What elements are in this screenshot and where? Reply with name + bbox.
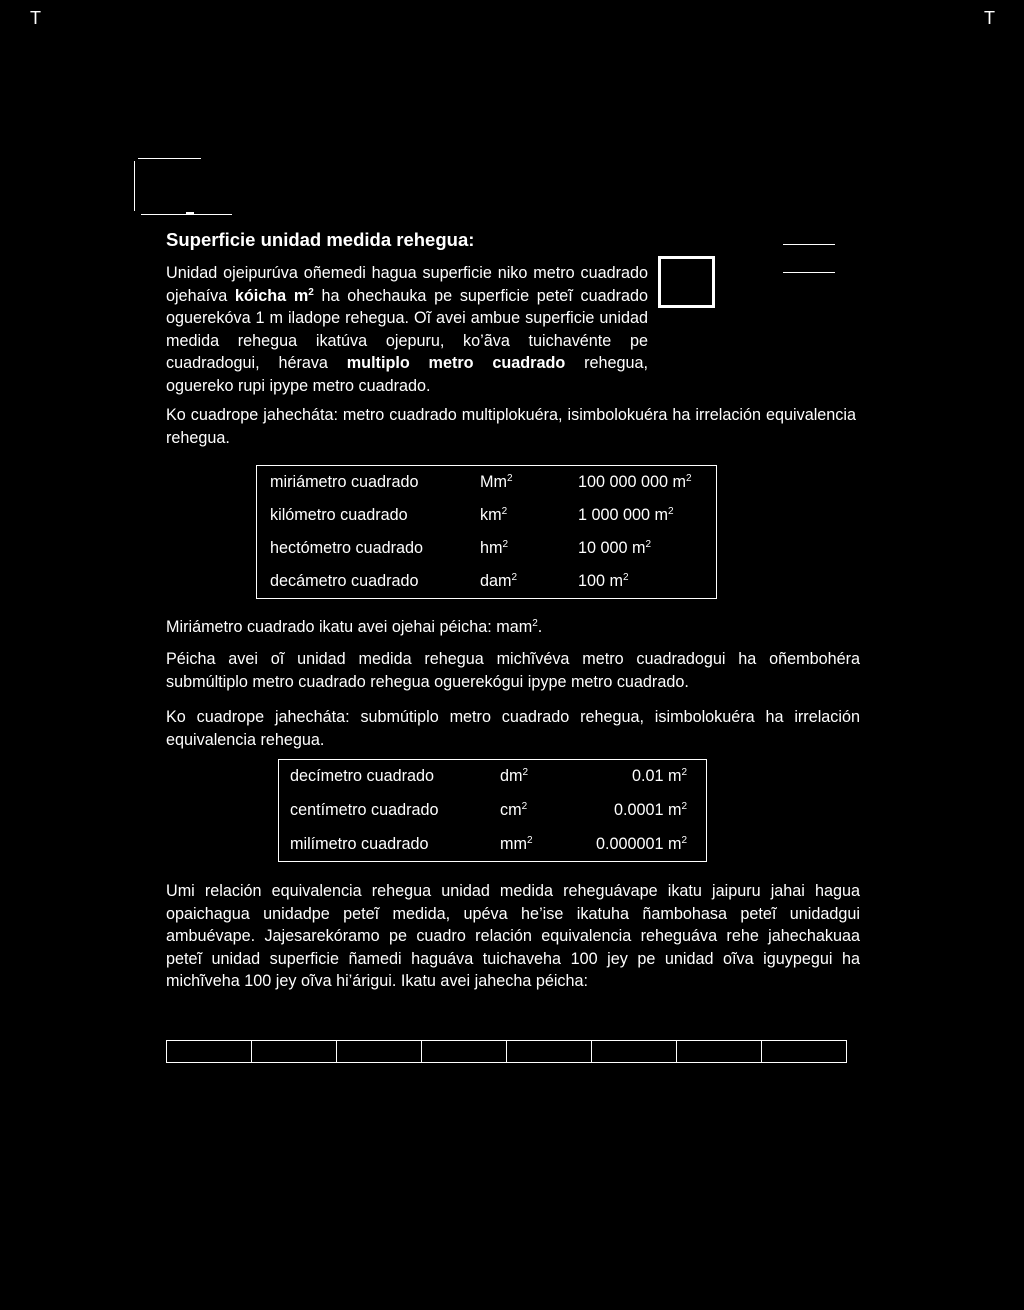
frame-left-line xyxy=(134,161,135,211)
unit-symbol-exponent: 2 xyxy=(506,473,513,484)
unit-ladder-strip xyxy=(166,1040,847,1063)
corner-mark-left: T xyxy=(30,8,41,28)
unit-name: miriámetro cuadrado xyxy=(270,473,419,491)
intro-exponent: 2 xyxy=(308,286,314,298)
unit-name: decámetro cuadrado xyxy=(270,571,419,590)
table-row xyxy=(279,794,707,828)
unit-equivalence-text: 10 000 m xyxy=(578,538,646,557)
table-row xyxy=(257,499,717,532)
unit-symbol xyxy=(480,466,578,500)
unit-symbol xyxy=(500,827,589,861)
table-row xyxy=(279,760,707,794)
unit-symbol-text: Mm xyxy=(480,473,507,491)
multiples-table xyxy=(256,465,717,599)
frame-bottom-line xyxy=(141,214,232,215)
note-text: Miriámetro cuadrado ikatu avei ojehai péicha: mam xyxy=(166,618,533,636)
unit-equivalence xyxy=(578,466,717,500)
unit-equivalence xyxy=(589,827,707,861)
unit-symbol xyxy=(500,794,589,828)
unit-equivalence-text: 0.0001 m xyxy=(613,800,682,819)
unit-symbol xyxy=(480,565,578,599)
corner-mark-right: T xyxy=(984,8,995,28)
unit-name: centímetro cuadrado xyxy=(290,800,439,819)
intro-paragraph xyxy=(166,262,648,398)
multiples-intro-paragraph: Ko cuadrope jahecháta: metro cuadrado multiplokuéra, isimbolokuéra ha irrelación equivalencia rehegua. xyxy=(166,406,856,447)
unit-symbol-exponent: 2 xyxy=(511,571,518,583)
unit-symbol xyxy=(480,532,578,565)
unit-equivalence-text: 0.000001 m xyxy=(595,834,682,853)
closing-paragraph: Umi relación equivalencia rehegua unidad medida reheguávape ikatu jaipuru jahai hagua opaichagua unidadpe peteĩ medida, upéva he’ise ikatuha ñambohasa peteĩ unidadgui ambuévape. Jajesarekóramo pe cuadro relación equivalencia reheguáva rehe jahechakuaa peteĩ unidad superficie ñamedi haguáva tuichaveha 100 jey pe unidad oĩva iguypegui ha michĩveha 100 jey oĩva hi’árigui. Ikatu avei jahecha péicha: xyxy=(166,882,860,991)
unit-equivalence xyxy=(578,499,717,532)
ladder-cell xyxy=(507,1041,592,1062)
ladder-cell xyxy=(167,1041,252,1062)
unit-name: kilómetro cuadrado xyxy=(270,505,408,524)
unit-symbol-text: km xyxy=(480,505,502,524)
unit-equivalence xyxy=(578,532,717,565)
ladder-cell xyxy=(762,1041,846,1062)
intro-text-b: kóicha m xyxy=(234,286,309,305)
unit-symbol-text: mm xyxy=(500,834,527,853)
unit-symbol xyxy=(480,499,578,532)
intro-text-e: rehegua, oguereko rupi ipype metro cuadrado. xyxy=(166,354,648,395)
miriametro-note xyxy=(166,616,856,639)
unit-equivalence-exponent: 2 xyxy=(668,505,674,517)
unit-name: decímetro cuadrado xyxy=(290,767,434,786)
unit-equivalence-exponent: 2 xyxy=(681,767,687,779)
unit-equivalence-text: 0.01 m xyxy=(631,767,682,786)
section-title: Superficie unidad medida rehegua: xyxy=(166,229,475,250)
unit-symbol-text: dam xyxy=(480,571,512,590)
unit-symbol-exponent: 2 xyxy=(526,834,533,846)
unit-equivalence-text: 1 000 000 m xyxy=(578,505,668,524)
intro-text-a: Unidad ojeipurúva oñemedi hagua superficie niko metro cuadrado ojehaíva xyxy=(166,264,648,305)
note-exponent: 2 xyxy=(532,618,538,629)
unit-symbol-text: hm xyxy=(480,538,503,557)
ladder-cell xyxy=(422,1041,507,1062)
note-end: . xyxy=(537,618,543,636)
unit-symbol-exponent: 2 xyxy=(522,767,529,779)
square-outline-icon xyxy=(658,256,715,308)
unit-equivalence-text: 100 m xyxy=(578,571,623,590)
table-row xyxy=(257,466,717,500)
submultiples-table xyxy=(278,759,707,862)
ladder-cell xyxy=(252,1041,337,1062)
frame-bottom-tick xyxy=(186,212,194,214)
unit-name: hectómetro cuadrado xyxy=(270,538,423,557)
unit-equivalence xyxy=(589,760,707,794)
deco-line-right-top xyxy=(783,244,835,245)
intro-bold-term: multiplo metro cuadrado xyxy=(346,354,566,373)
frame-top-line xyxy=(138,158,201,159)
unit-symbol-exponent: 2 xyxy=(521,800,528,812)
unit-equivalence xyxy=(589,794,707,828)
unit-symbol-exponent: 2 xyxy=(501,505,508,517)
unit-equivalence-exponent: 2 xyxy=(686,473,692,484)
unit-equivalence-exponent: 2 xyxy=(681,800,687,812)
unit-symbol-exponent: 2 xyxy=(502,538,509,550)
unit-equivalence-text: 100 000 000 m xyxy=(578,473,687,491)
table-row xyxy=(279,827,707,861)
table-row xyxy=(257,565,717,599)
unit-symbol-text: cm xyxy=(500,800,522,819)
table-row xyxy=(257,532,717,565)
ladder-cell xyxy=(337,1041,422,1062)
ladder-cell xyxy=(677,1041,762,1062)
deco-line-right-bottom xyxy=(783,272,835,273)
unit-symbol xyxy=(500,760,589,794)
unit-equivalence-exponent: 2 xyxy=(681,834,687,846)
unit-symbol-text: dm xyxy=(500,767,523,786)
unit-equivalence xyxy=(578,565,717,599)
submultiples-paragraph-2: Ko cuadrope jahecháta: submútiplo metro cuadrado rehegua, isimbolokuéra ha irrelación equivalencia rehegua. xyxy=(166,708,860,749)
unit-equivalence-exponent: 2 xyxy=(623,571,629,583)
unit-equivalence-exponent: 2 xyxy=(645,538,652,550)
unit-name: milímetro cuadrado xyxy=(290,834,429,853)
intro-text-c: ha ohechauka pe superficie peteĩ cuadrado oguerekóva 1 m iladope rehegua. Oĩ avei ambue superficie unidad medida rehegua ikatúva ojepuru, ko’ãva tuichavénte pe cuadradogui, hérava xyxy=(166,286,648,373)
ladder-cell xyxy=(592,1041,677,1062)
submultiples-paragraph-1: Péicha avei oĩ unidad medida rehegua michĩvéva metro cuadradogui ha oñembohéra submúltiplo metro cuadrado rehegua oguerekógui ipype metro cuadrado. xyxy=(166,650,860,691)
